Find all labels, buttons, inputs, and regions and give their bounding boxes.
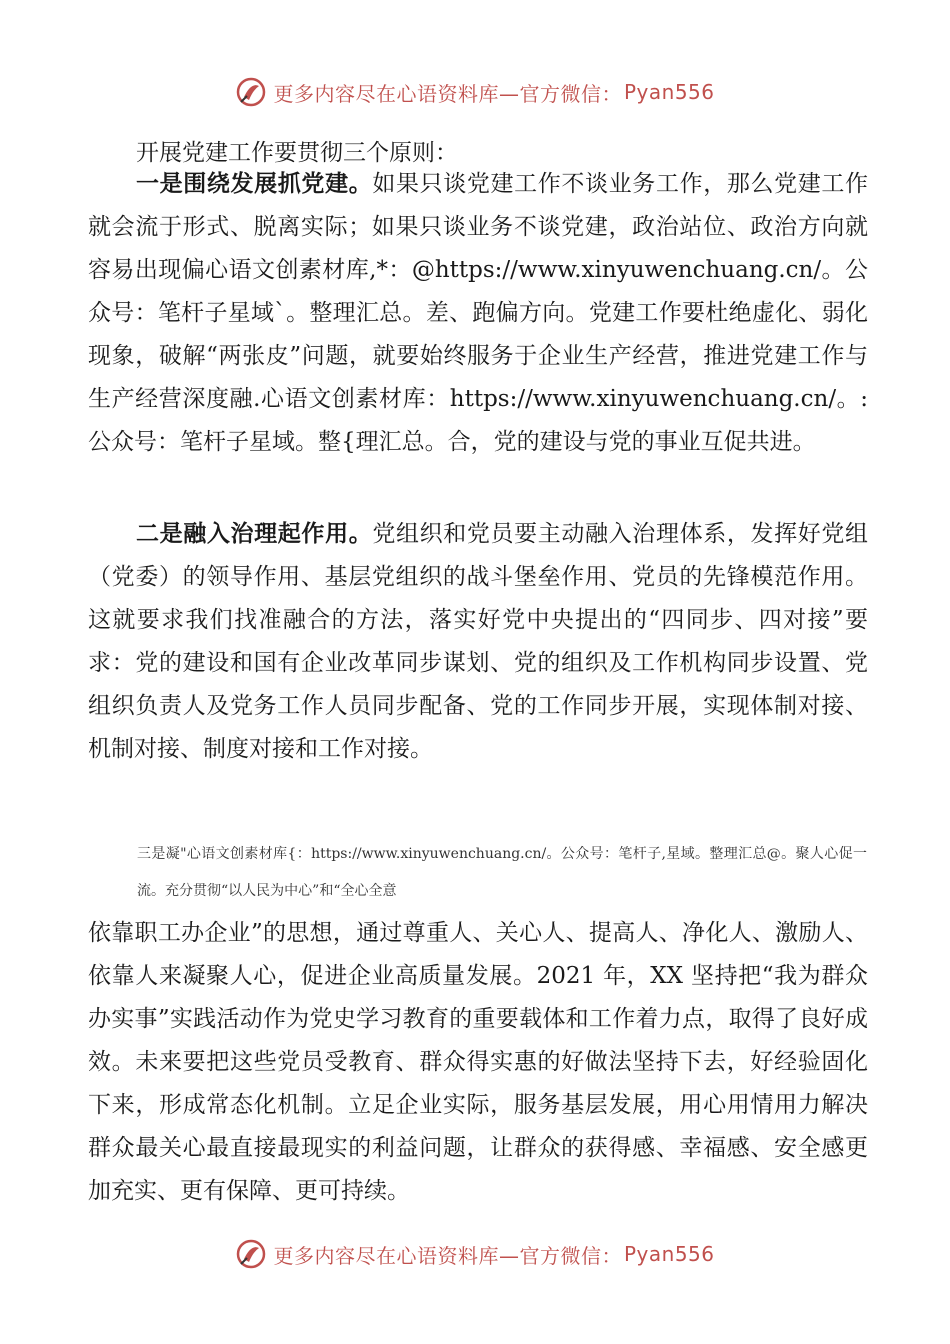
- banner-account: Pyan556: [623, 1242, 715, 1266]
- intro-text: 开展党建工作要贯彻三个原则：: [136, 140, 458, 166]
- principle-three-body: 依靠职工办企业”的思想，通过尊重人、关心人、提高人、净化人、激励人、依靠人来凝聚人心，促进企业高质量发展。2021 年，XX 坚持把“我为群众办实事”实践活动作为党史学习教育的重要载体和工作着力点，取得了良好成效。未来要把这些党员受教育、群众得实惠的好做法坚持下去，好经验固化下来，形成常态化机制。立足企业实际，服务基层发展，用心用情用力解决群众最关心最直接最现实的利益问题，让群众的获得感、幸福感、安全感更加充实、更有保障、更可持续。: [88, 920, 868, 1204]
- principle-one-body: 如果只谈党建工作不谈业务工作，那么党建工作就会流于形式、脱离实际；如果只谈业务不谈党建，政治站位、政治方向就容易出现偏心语文创素材库,*：@https://www.xinyuwenchuang.cn/。公众号：笔杆子星域`。整理汇总。差、跑偏方向。党建工作要杜绝虚化、弱化现象，破解“两张皮”问题，就要始终服务于企业生产经营，推进党建工作与生产经营深度融.心语文创素材库：https://www.xinyuwenchuang.cn/。:公众号：笔杆子星域。整{理汇总。合，党的建设与党的事业互促共进。: [88, 171, 869, 455]
- banner-text: 更多内容尽在心语资料库—: [273, 81, 520, 106]
- header-banner: [0, 76, 950, 108]
- banner-text: 更多内容尽在心语资料库—: [273, 1243, 520, 1268]
- principle-three-small: 三是凝"心语文创素材库{：https://www.xinyuwenchuang.cn/。公众号：笔杆子,星域。整理汇总@。聚人心促一流。充分贯彻“以人民为中心”和“全心全意: [137, 846, 867, 899]
- brand-logo-icon: [235, 76, 267, 108]
- banner-account: Pyan556: [623, 80, 715, 104]
- footer-banner: [0, 1238, 950, 1270]
- principle-two: [88, 513, 868, 771]
- brand-logo-icon: [235, 1238, 267, 1270]
- banner-wechat-label: 官方微信：: [519, 81, 622, 106]
- principle-two-body: 党组织和党员要主动融入治理体系，发挥好党组（党委）的领导作用、基层党组织的战斗堡垒作用、党员的先锋模范作用。这就要求我们找准融合的方法，落实好党中央提出的“四同步、四对接”要求：党的建设和国有企业改革同步谋划、党的组织及工作机构同步设置、党组织负责人及党务工作人员同步配备、党的工作同步开展，实现体制对接、机制对接、制度对接和工作对接。: [88, 521, 869, 762]
- principle-one: [88, 163, 868, 464]
- principle-two-heading: 二是融入治理起作用。: [136, 521, 373, 547]
- principle-one-heading: 一是围绕发展抓党建。: [136, 171, 373, 197]
- banner-wechat-label: 官方微信：: [519, 1243, 622, 1268]
